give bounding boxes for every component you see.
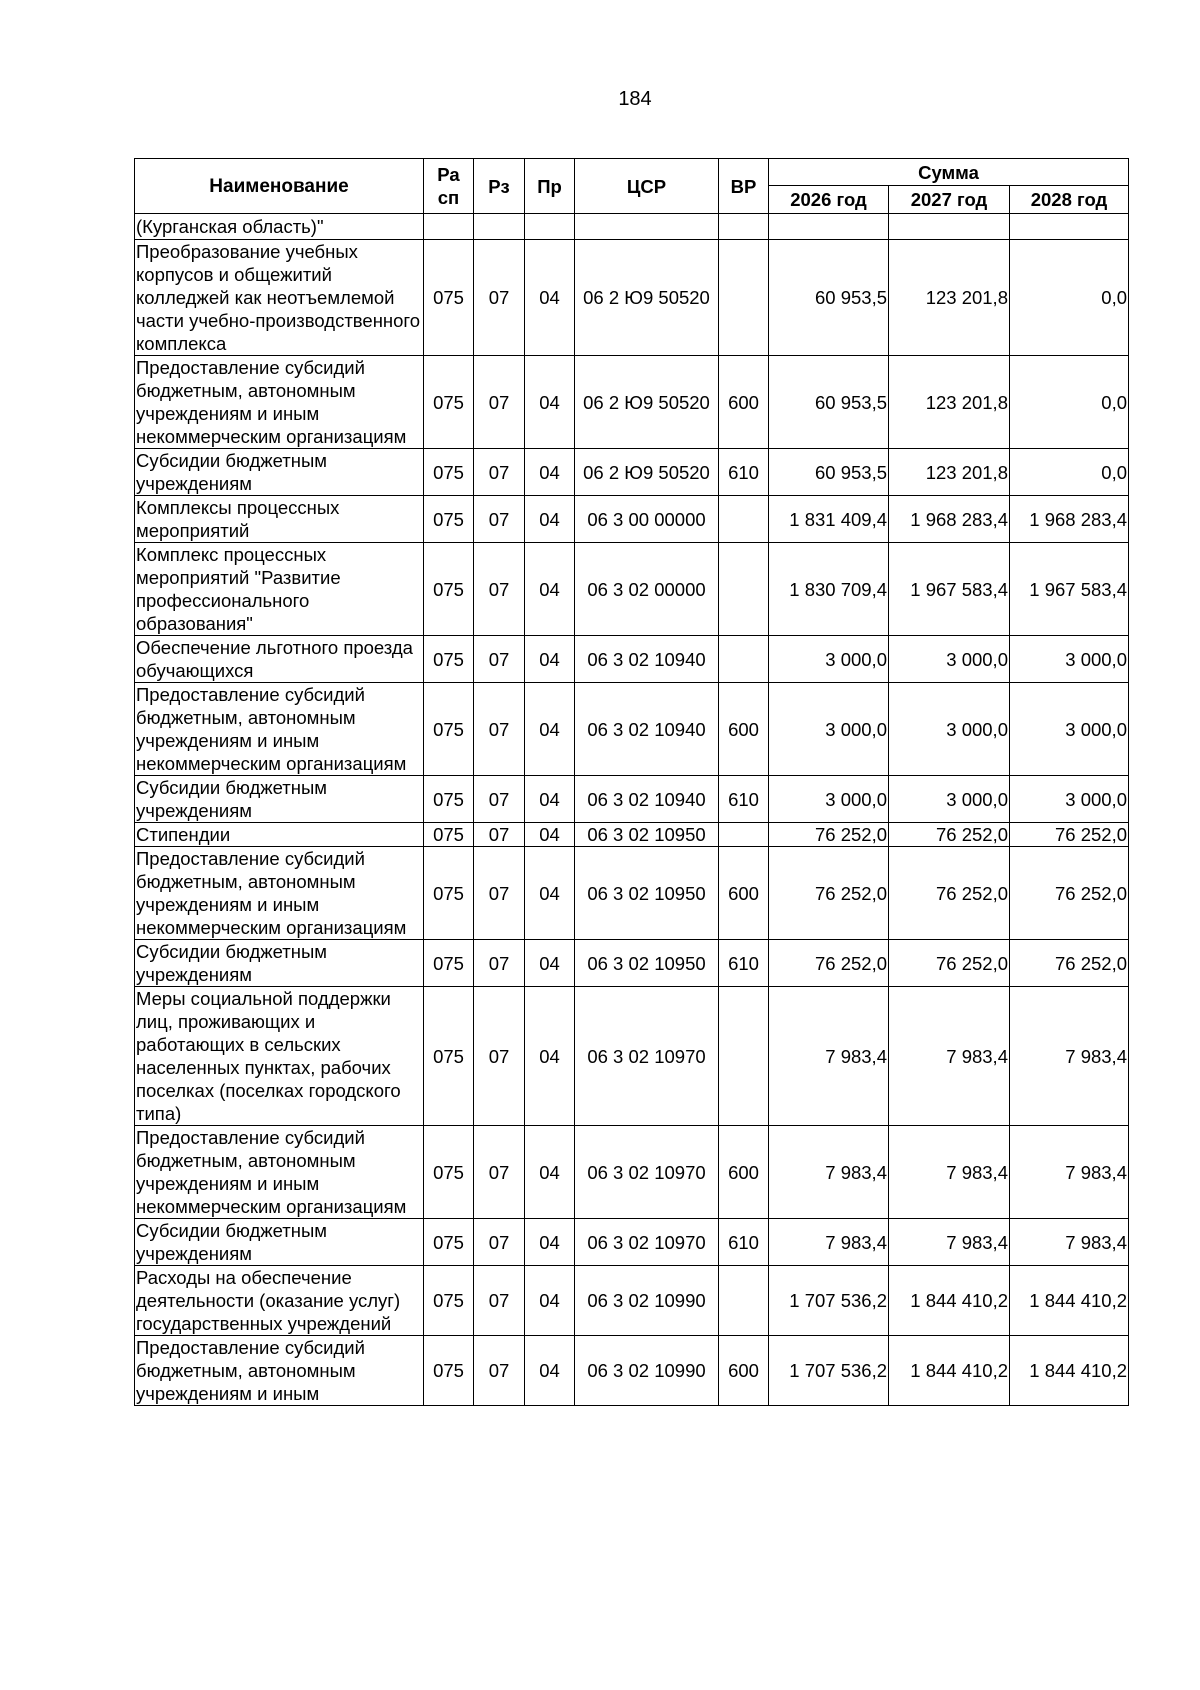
- cell-csr: 06 2 Ю9 50520: [575, 449, 719, 496]
- cell-2026: [769, 214, 889, 240]
- cell-2028: 1 968 283,4: [1010, 496, 1129, 543]
- cell-pr: 04: [525, 940, 575, 987]
- cell-name: Субсидии бюджетным учреждениям: [135, 1219, 424, 1266]
- cell-csr: 06 3 02 10940: [575, 776, 719, 823]
- cell-rz: 07: [474, 776, 525, 823]
- cell-2026: 76 252,0: [769, 823, 889, 847]
- table-row: [135, 940, 1129, 987]
- cell-rasp: 075: [424, 1336, 474, 1406]
- table-header: [135, 159, 1129, 214]
- header-rasp-line2: сп: [437, 187, 460, 208]
- cell-vr: 610: [719, 940, 769, 987]
- cell-2027: 1 844 410,2: [889, 1336, 1010, 1406]
- cell-2026: 7 983,4: [769, 1219, 889, 1266]
- cell-rasp: 075: [424, 356, 474, 449]
- cell-pr: 04: [525, 823, 575, 847]
- cell-2026: 3 000,0: [769, 776, 889, 823]
- cell-name: Преобразование учебных корпусов и общежитий колледжей как неотъемлемой части учебно-производственного комплекса: [135, 240, 424, 356]
- cell-rasp: 075: [424, 940, 474, 987]
- cell-2028: 76 252,0: [1010, 823, 1129, 847]
- cell-rz: 07: [474, 847, 525, 940]
- cell-rasp: 075: [424, 683, 474, 776]
- cell-2028: 7 983,4: [1010, 1126, 1129, 1219]
- cell-rasp: 075: [424, 240, 474, 356]
- cell-2028: 3 000,0: [1010, 636, 1129, 683]
- cell-2026: 60 953,5: [769, 356, 889, 449]
- cell-2026: 3 000,0: [769, 683, 889, 776]
- cell-csr: 06 3 00 00000: [575, 496, 719, 543]
- cell-rasp: 075: [424, 823, 474, 847]
- cell-2026: 7 983,4: [769, 1126, 889, 1219]
- cell-rasp: 075: [424, 496, 474, 543]
- table-row: [135, 987, 1129, 1126]
- cell-2027: 76 252,0: [889, 847, 1010, 940]
- cell-2028: 0,0: [1010, 240, 1129, 356]
- cell-csr: 06 3 02 10970: [575, 1219, 719, 1266]
- cell-rz: 07: [474, 987, 525, 1126]
- table-body: [135, 214, 1129, 1406]
- cell-rasp: 075: [424, 1126, 474, 1219]
- table-row: [135, 1266, 1129, 1336]
- cell-pr: 04: [525, 1336, 575, 1406]
- cell-2027: 123 201,8: [889, 240, 1010, 356]
- header-year-2028: 2028 год: [1010, 186, 1129, 214]
- cell-rz: 07: [474, 1126, 525, 1219]
- table-row: [135, 240, 1129, 356]
- cell-csr: 06 3 02 10970: [575, 987, 719, 1126]
- cell-vr: 600: [719, 1336, 769, 1406]
- cell-2026: 76 252,0: [769, 940, 889, 987]
- cell-rasp: 075: [424, 847, 474, 940]
- cell-rz: 07: [474, 496, 525, 543]
- cell-rz: [474, 214, 525, 240]
- budget-table: [134, 158, 1129, 1406]
- cell-rz: 07: [474, 356, 525, 449]
- cell-2027: 123 201,8: [889, 356, 1010, 449]
- cell-name: Комплекс процессных мероприятий "Развитие профессионального образования": [135, 543, 424, 636]
- cell-pr: 04: [525, 1266, 575, 1336]
- page-number: 184: [618, 88, 652, 110]
- cell-2028: 3 000,0: [1010, 776, 1129, 823]
- cell-name: (Курганская область)": [135, 214, 424, 240]
- cell-2027: 7 983,4: [889, 987, 1010, 1126]
- header-rasp: [424, 159, 474, 214]
- cell-name: Субсидии бюджетным учреждениям: [135, 776, 424, 823]
- cell-name: Комплексы процессных мероприятий: [135, 496, 424, 543]
- cell-2028: 76 252,0: [1010, 940, 1129, 987]
- cell-csr: 06 3 02 10950: [575, 940, 719, 987]
- cell-csr: 06 3 02 10990: [575, 1266, 719, 1336]
- header-pr: Пр: [525, 159, 575, 214]
- cell-pr: 04: [525, 683, 575, 776]
- cell-pr: 04: [525, 240, 575, 356]
- header-year-2027: 2027 год: [889, 186, 1010, 214]
- cell-2028: 0,0: [1010, 449, 1129, 496]
- cell-vr: [719, 240, 769, 356]
- cell-2026: 76 252,0: [769, 847, 889, 940]
- header-vr: ВР: [719, 159, 769, 214]
- cell-vr: [719, 543, 769, 636]
- cell-csr: 06 3 02 10950: [575, 823, 719, 847]
- header-csr: ЦСР: [575, 159, 719, 214]
- cell-name: Предоставление субсидий бюджетным, автономным учреждениям и иным некоммерческим организациям: [135, 356, 424, 449]
- cell-2026: 7 983,4: [769, 987, 889, 1126]
- cell-rz: 07: [474, 636, 525, 683]
- cell-csr: [575, 214, 719, 240]
- cell-name: Меры социальной поддержки лиц, проживающих и работающих в сельских населенных пунктах, рабочих поселках (поселках городского типа): [135, 987, 424, 1126]
- cell-2027: 123 201,8: [889, 449, 1010, 496]
- cell-rasp: 075: [424, 987, 474, 1126]
- cell-2026: 1 831 409,4: [769, 496, 889, 543]
- cell-2028: [1010, 214, 1129, 240]
- cell-2027: [889, 214, 1010, 240]
- cell-pr: 04: [525, 449, 575, 496]
- cell-vr: [719, 496, 769, 543]
- table-row: [135, 1219, 1129, 1266]
- cell-2026: 3 000,0: [769, 636, 889, 683]
- cell-rz: 07: [474, 449, 525, 496]
- cell-csr: 06 3 02 10970: [575, 1126, 719, 1219]
- cell-pr: 04: [525, 496, 575, 543]
- cell-pr: 04: [525, 847, 575, 940]
- table-row: [135, 823, 1129, 847]
- cell-name: Предоставление субсидий бюджетным, автономным учреждениям и иным некоммерческим организациям: [135, 847, 424, 940]
- table-row: [135, 543, 1129, 636]
- cell-vr: 610: [719, 1219, 769, 1266]
- cell-2027: 3 000,0: [889, 776, 1010, 823]
- cell-csr: 06 2 Ю9 50520: [575, 240, 719, 356]
- cell-csr: 06 3 02 10990: [575, 1336, 719, 1406]
- cell-vr: [719, 1266, 769, 1336]
- table-row: [135, 356, 1129, 449]
- table-row: [135, 683, 1129, 776]
- cell-rz: 07: [474, 240, 525, 356]
- cell-name: Субсидии бюджетным учреждениям: [135, 940, 424, 987]
- cell-rasp: 075: [424, 776, 474, 823]
- cell-2027: 1 967 583,4: [889, 543, 1010, 636]
- cell-vr: [719, 987, 769, 1126]
- cell-2028: 0,0: [1010, 356, 1129, 449]
- table-row: [135, 636, 1129, 683]
- cell-rasp: 075: [424, 636, 474, 683]
- cell-name: Предоставление субсидий бюджетным, автономным учреждениям и иным некоммерческим организациям: [135, 1126, 424, 1219]
- cell-pr: 04: [525, 776, 575, 823]
- table-row: [135, 496, 1129, 543]
- cell-vr: [719, 823, 769, 847]
- cell-csr: 06 3 02 10940: [575, 683, 719, 776]
- cell-vr: 600: [719, 847, 769, 940]
- header-rz: Рз: [474, 159, 525, 214]
- cell-name: Расходы на обеспечение деятельности (оказание услуг) государственных учреждений: [135, 1266, 424, 1336]
- cell-2026: 60 953,5: [769, 449, 889, 496]
- cell-vr: [719, 636, 769, 683]
- cell-2027: 1 844 410,2: [889, 1266, 1010, 1336]
- cell-rz: 07: [474, 683, 525, 776]
- cell-rz: 07: [474, 940, 525, 987]
- cell-rasp: 075: [424, 1219, 474, 1266]
- cell-2026: 1 707 536,2: [769, 1336, 889, 1406]
- cell-vr: 610: [719, 449, 769, 496]
- table-row: [135, 214, 1129, 240]
- table-row: [135, 776, 1129, 823]
- cell-rz: 07: [474, 1266, 525, 1336]
- cell-pr: [525, 214, 575, 240]
- header-year-2026: 2026 год: [769, 186, 889, 214]
- cell-csr: 06 3 02 10950: [575, 847, 719, 940]
- cell-csr: 06 3 02 00000: [575, 543, 719, 636]
- cell-name: Субсидии бюджетным учреждениям: [135, 449, 424, 496]
- cell-2028: 1 967 583,4: [1010, 543, 1129, 636]
- cell-csr: 06 2 Ю9 50520: [575, 356, 719, 449]
- cell-2027: 76 252,0: [889, 940, 1010, 987]
- table-row: [135, 1336, 1129, 1406]
- table-row: [135, 847, 1129, 940]
- cell-name: Предоставление субсидий бюджетным, автономным учреждениям и иным некоммерческим организациям: [135, 683, 424, 776]
- cell-2028: 7 983,4: [1010, 1219, 1129, 1266]
- cell-2027: 7 983,4: [889, 1126, 1010, 1219]
- cell-name: Обеспечение льготного проезда обучающихся: [135, 636, 424, 683]
- cell-pr: 04: [525, 1219, 575, 1266]
- cell-rz: 07: [474, 823, 525, 847]
- cell-2028: 1 844 410,2: [1010, 1266, 1129, 1336]
- cell-2027: 1 968 283,4: [889, 496, 1010, 543]
- cell-2027: 3 000,0: [889, 636, 1010, 683]
- cell-name: Предоставление субсидий бюджетным, автономным учреждениям и иным: [135, 1336, 424, 1406]
- table-row: [135, 1126, 1129, 1219]
- cell-csr: 06 3 02 10940: [575, 636, 719, 683]
- cell-pr: 04: [525, 987, 575, 1126]
- cell-2026: 1 830 709,4: [769, 543, 889, 636]
- cell-vr: 610: [719, 776, 769, 823]
- cell-2027: 7 983,4: [889, 1219, 1010, 1266]
- cell-vr: [719, 214, 769, 240]
- cell-2027: 3 000,0: [889, 683, 1010, 776]
- cell-2028: 76 252,0: [1010, 847, 1129, 940]
- cell-pr: 04: [525, 636, 575, 683]
- cell-vr: 600: [719, 1126, 769, 1219]
- cell-rz: 07: [474, 1219, 525, 1266]
- cell-pr: 04: [525, 1126, 575, 1219]
- cell-vr: 600: [719, 356, 769, 449]
- cell-rasp: 075: [424, 1266, 474, 1336]
- cell-2028: 7 983,4: [1010, 987, 1129, 1126]
- cell-rasp: [424, 214, 474, 240]
- header-rasp-line1: Ра: [437, 164, 460, 185]
- cell-rasp: 075: [424, 449, 474, 496]
- cell-rasp: 075: [424, 543, 474, 636]
- cell-name: Стипендии: [135, 823, 424, 847]
- cell-pr: 04: [525, 543, 575, 636]
- cell-rz: 07: [474, 1336, 525, 1406]
- table-row: [135, 449, 1129, 496]
- cell-2027: 76 252,0: [889, 823, 1010, 847]
- cell-pr: 04: [525, 356, 575, 449]
- cell-vr: 600: [719, 683, 769, 776]
- cell-2028: 3 000,0: [1010, 683, 1129, 776]
- cell-rz: 07: [474, 543, 525, 636]
- cell-2026: 60 953,5: [769, 240, 889, 356]
- cell-2028: 1 844 410,2: [1010, 1336, 1129, 1406]
- header-name: Наименование: [135, 159, 424, 214]
- cell-2026: 1 707 536,2: [769, 1266, 889, 1336]
- header-sum: Сумма: [769, 159, 1129, 186]
